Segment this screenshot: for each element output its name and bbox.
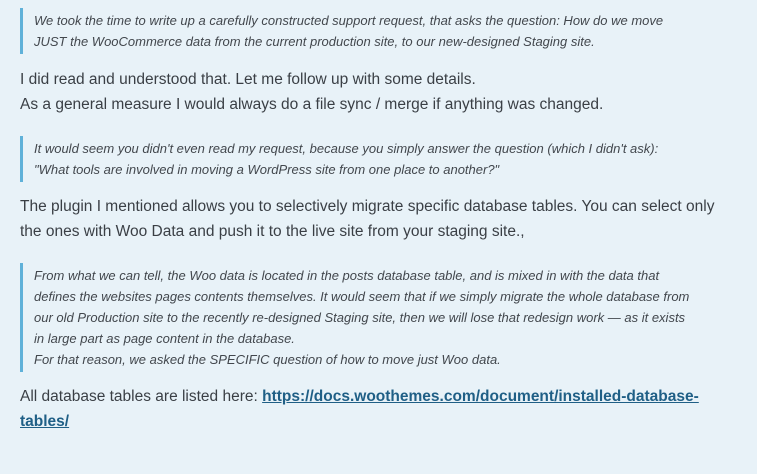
quote-1-line-2: JUST the WooCommerce data from the current production site, to our new-designed Staging site. (34, 34, 595, 49)
reply-1-line-1: I did read and understood that. Let me follow up with some details. (20, 71, 476, 88)
quote-block-2 (20, 136, 739, 182)
quote-block-3 (20, 263, 739, 372)
quote-3-line-4: in large part as page content in the database. (34, 331, 295, 346)
quote-2-line-2: "What tools are involved in moving a WordPress site from one place to another?" (34, 162, 500, 177)
quote-1-line-1: We took the time to write up a carefully constructed support request, that asks the question: How do we move (34, 13, 664, 28)
quote-2-line-1: It would seem you didn't even read my request, because you simply answer the question (which I didn't ask): (34, 141, 659, 156)
reply-2-paragraph: The plugin I mentioned allows you to selectively migrate specific database tables. You can select only the ones with Woo Data and push it to the live site from your staging site., (20, 198, 715, 240)
quote-3-line-2: defines the websites pages contents themselves. It would seem that if we simply migrate the whole database from (34, 289, 690, 304)
quote-3-line-5: For that reason, we asked the SPECIFIC question of how to move just Woo data. (34, 352, 501, 367)
reply-3-paragraph (20, 384, 739, 434)
reply-1-line-2: As a general measure I would always do a file sync / merge if anything was changed. (20, 96, 604, 113)
quote-3-line-3: our old Production site to the recently re-designed Staging site, then we will lose that redesign work — as it exists (34, 310, 686, 325)
quote-3-line-1: From what we can tell, the Woo data is located in the posts database table, and is mixed in with the data that (34, 268, 660, 283)
reply-3-prefix: All database tables are listed here: (20, 388, 263, 405)
database-tables-doc-link[interactable]: https://docs.woothemes.com/document/installed-database-tables/ (20, 388, 699, 430)
quote-block-1 (20, 8, 739, 54)
